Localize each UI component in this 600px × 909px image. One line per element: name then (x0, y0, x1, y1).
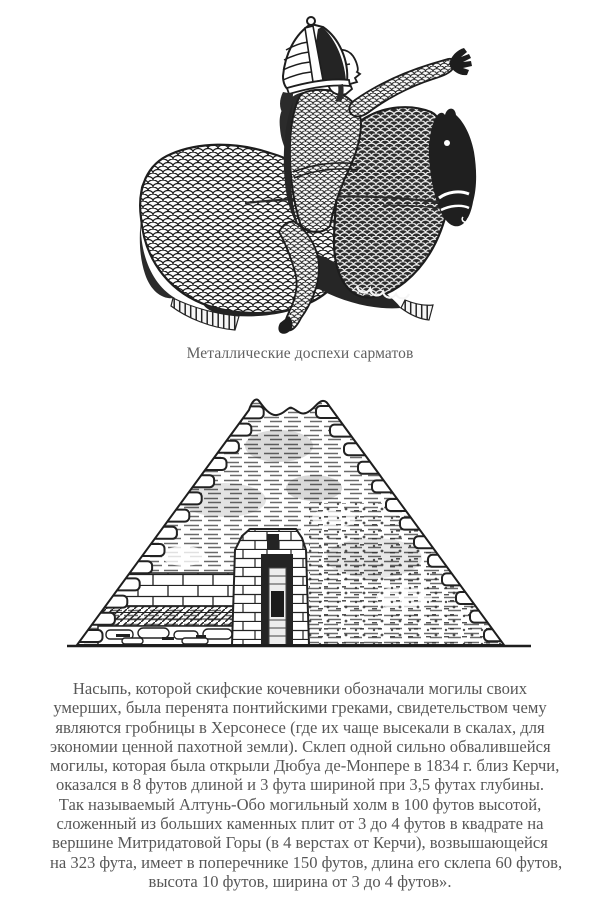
text-line: оказался в 8 футов длиной и 3 фута шириной при 3,5 футах глубины. (55, 775, 545, 795)
text-line: вершине Митридатовой Горы (в 4 верстах от Керчи), возвышающейся (52, 833, 548, 853)
text-line: на 323 фута, имеет в поперечнике 150 футов, длина его склепа 60 футов, (50, 852, 563, 872)
burial-mound-illustration (64, 388, 536, 650)
text-line: Так называемый Алтунь-Обо могильный холм в 100 футов высотой, (58, 794, 542, 814)
text-line: могилы, которая была открыли Дюбуа де-Монпере в 1834 г. близ Керчи, (50, 756, 560, 776)
text-line: сложенный из больших каменных плит от 3 до 4 футов в квадрате на (56, 814, 544, 834)
figure-caption: Металлические доспехи сарматов (186, 345, 414, 362)
text-line: Насыпь, которой скифские кочевники обозначали могилы своих (72, 679, 528, 698)
sarmatian-horseman-illustration (133, 12, 483, 342)
text-line: умерших, была перенята понтийскими греками, свидетельством чему (53, 698, 547, 718)
text-line: высота 10 футов, ширина от 3 до 4 футов». (148, 871, 452, 891)
text-line: экономии ценной пахотной земли). Склеп одной сильно обвалившейся (50, 736, 551, 756)
body-text (50, 679, 563, 891)
text-line: являются гробницы в Херсонесе (где их чаще высекали в скалах, для (55, 717, 545, 737)
